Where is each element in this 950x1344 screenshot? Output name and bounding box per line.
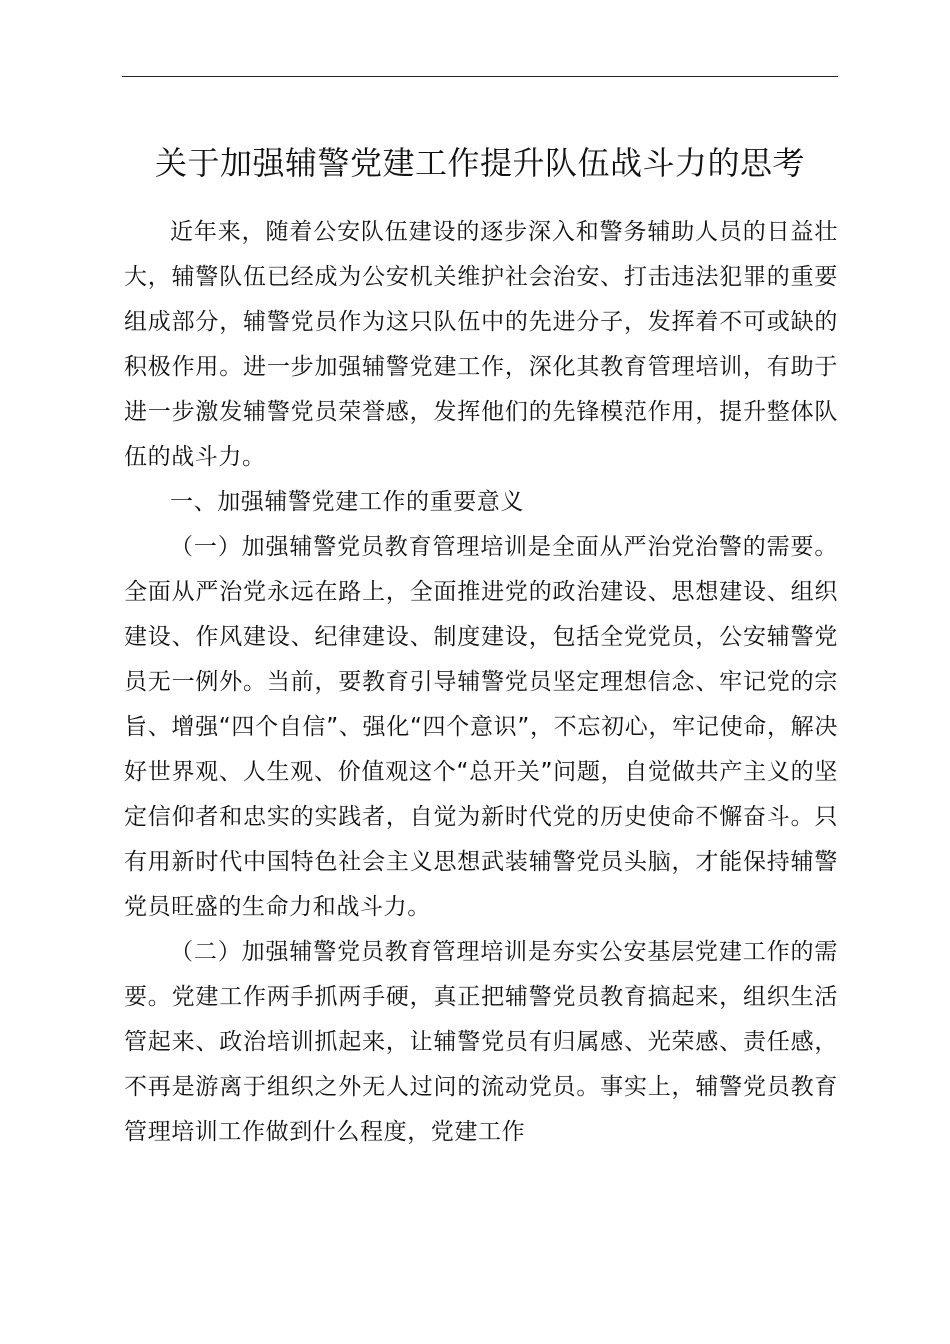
subsection-paragraph-1: （一）加强辅警党员教育管理培训是全面从严治党治警的需要。全面从严治党永远在路上，全面推进党的政治建设、思想建设、组织建设、作风建设、纪律建设、制度建设，包括全党党员，公安辅警党员无一例外。当前，要教育引导辅警党员坚定理想信念、牢记党的宗旨、增强“四个自信”、强化“四个意识”，不忘初心，牢记使命，解决好世界观、人生观、价值观这个“总开关”问题，自觉做共产主义的坚定信仰者和忠实的实践者，自觉为新时代党的历史使命不懈奋斗。只有用新时代中国特色社会主义思想武装辅警党员头脑，才能保持辅警党员旺盛的生命力和战斗力。: [124, 534, 838, 920]
subsection-paragraph-2: （二）加强辅警党员教育管理培训是夯实公安基层党建工作的需要。党建工作两手抓两手硬，真正把辅警党员教育搞起来，组织生活管起来、政治培训抓起来，让辅警党员有归属感、光荣感、责任感，不再是游离于组织之外无人过问的流动党员。事实上，辅警党员教育管理培训工作做到什么程度，党建工作: [124, 939, 838, 1145]
section-heading: 一、加强辅警党建工作的重要意义: [170, 489, 524, 515]
header-rule: [122, 76, 838, 77]
document-body: [124, 210, 838, 1155]
intro-paragraph: 近年来，随着公安队伍建设的逐步深入和警务辅助人员的日益壮大，辅警队伍已经成为公安机关维护社会治安、打击违法犯罪的重要组成部分，辅警党员作为这只队伍中的先进分子，发挥着不可或缺的积极作用。进一步加强辅警党建工作，深化其教育管理培训，有助于进一步激发辅警党员荣誉感，发挥他们的先锋模范作用，提升整体队伍的战斗力。: [124, 219, 838, 470]
document-title: 关于加强辅警党建工作提升队伍战斗力的思考: [154, 144, 805, 182]
